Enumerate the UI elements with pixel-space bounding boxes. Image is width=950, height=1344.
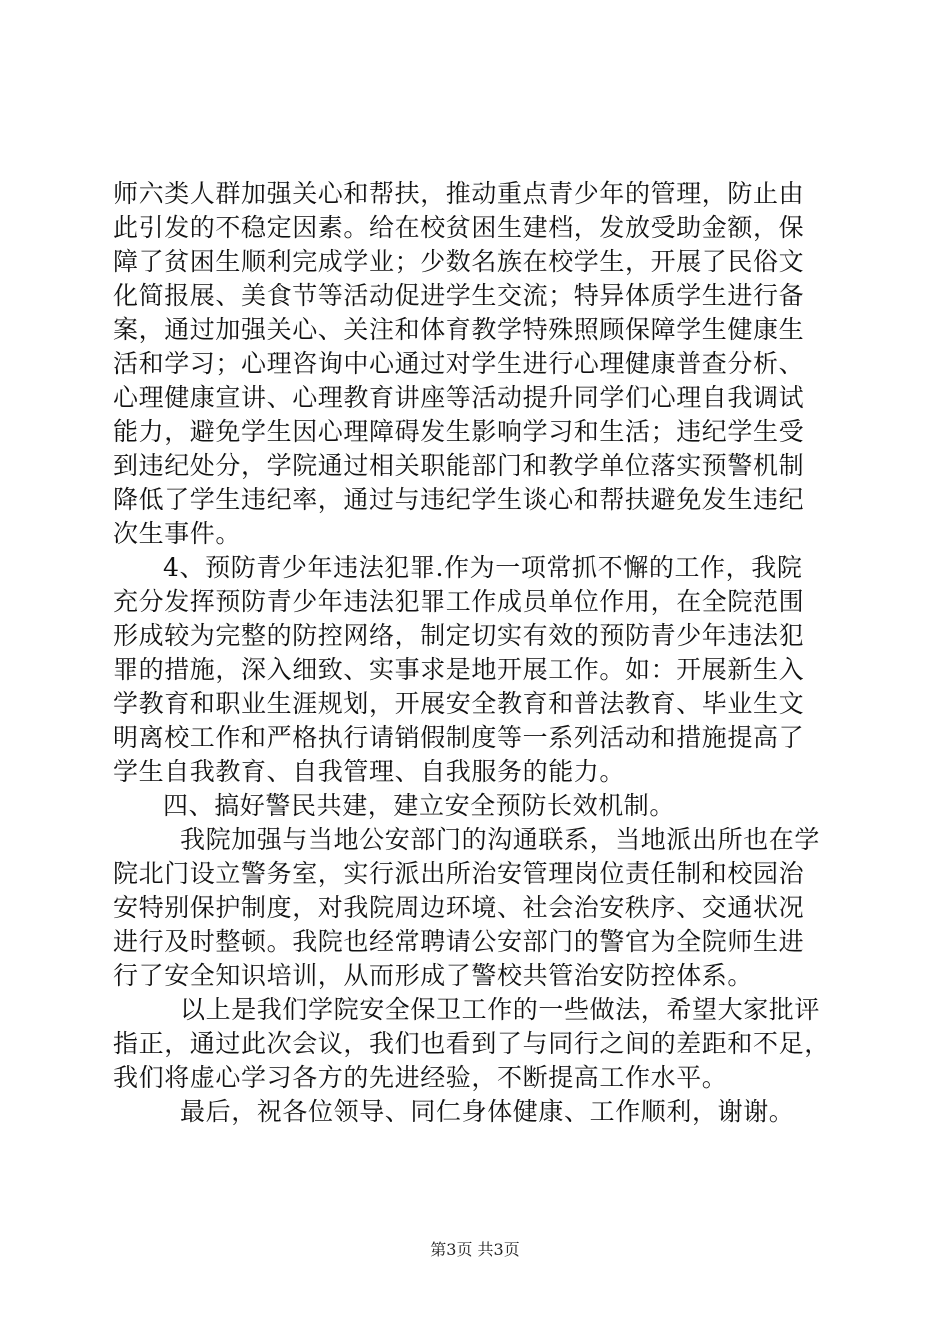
text-line: 指正，通过此次会议，我们也看到了与同行之间的差距和不足， [113, 1029, 830, 1058]
text-line: 到违纪处分，学院通过相关职能部门和教学单位落实预警机制 [113, 451, 805, 480]
text-line: 行了安全知识培训，从而形成了警校共管治安防控体系。 [113, 961, 754, 990]
text-line: 院北门设立警务室，实行派出所治安管理岗位责任制和校园治 [113, 859, 805, 888]
page-number: 第3页 共3页 [430, 1240, 520, 1259]
text-line: 师六类人群加强关心和帮扶，推动重点青少年的管理，防止由 [113, 179, 805, 208]
text-line: 障了贫困生顺利完成学业；少数名族在校学生，开展了民俗文 [113, 247, 805, 276]
text-line: 以上是我们学院安全保卫工作的一些做法，希望大家批评 [180, 995, 821, 1024]
text-line: 最后，祝各位领导、同仁身体健康、工作顺利，谢谢。 [180, 1097, 795, 1126]
text-line: 活和学习；心理咨询中心通过对学生进行心理健康普查分析、 [113, 349, 805, 378]
text-line: 我院加强与当地公安部门的沟通联系，当地派出所也在学 [180, 825, 821, 854]
text-line: 次生事件。 [113, 519, 242, 548]
text-line: 形成较为完整的防控网络，制定切实有效的预防青少年违法犯 [113, 621, 805, 650]
text-line: 我们将虚心学习各方的先进经验，不断提高工作水平。 [113, 1063, 728, 1092]
text-line: 降低了学生违纪率，通过与违纪学生谈心和帮扶避免发生违纪 [113, 485, 805, 514]
text-line: 罪的措施，深入细致、实事求是地开展工作。如：开展新生入 [113, 655, 805, 684]
text-line: 安特别保护制度，对我院周边环境、社会治安秩序、交通状况 [113, 893, 805, 922]
text-line: 能力，避免学生因心理障碍发生影响学习和生活；违纪学生受 [113, 417, 805, 446]
text-line: 此引发的不稳定因素。给在校贫困生建档，发放受助金额，保 [113, 213, 805, 242]
text-line: 进行及时整顿。我院也经常聘请公安部门的警官为全院师生进 [113, 927, 805, 956]
text-line: 化简报展、美食节等活动促进学生交流；特异体质学生进行备 [113, 281, 805, 310]
text-line: 4、预防青少年违法犯罪.作为一项常抓不懈的工作，我院 [163, 553, 803, 582]
section-heading: 四、搞好警民共建，建立安全预防长效机制。 [163, 791, 676, 820]
text-line: 学生自我教育、自我管理、自我服务的能力。 [113, 757, 626, 786]
text-line: 充分发挥预防青少年违法犯罪工作成员单位作用，在全院范围 [113, 587, 805, 616]
text-line: 心理健康宣讲、心理教育讲座等活动提升同学们心理自我调试 [113, 383, 805, 412]
text-line: 明离校工作和严格执行请销假制度等一系列活动和措施提高了 [113, 723, 805, 752]
text-line: 学教育和职业生涯规划，开展安全教育和普法教育、毕业生文 [113, 689, 805, 718]
text-line: 案，通过加强关心、关注和体育教学特殊照顾保障学生健康生 [113, 315, 805, 344]
